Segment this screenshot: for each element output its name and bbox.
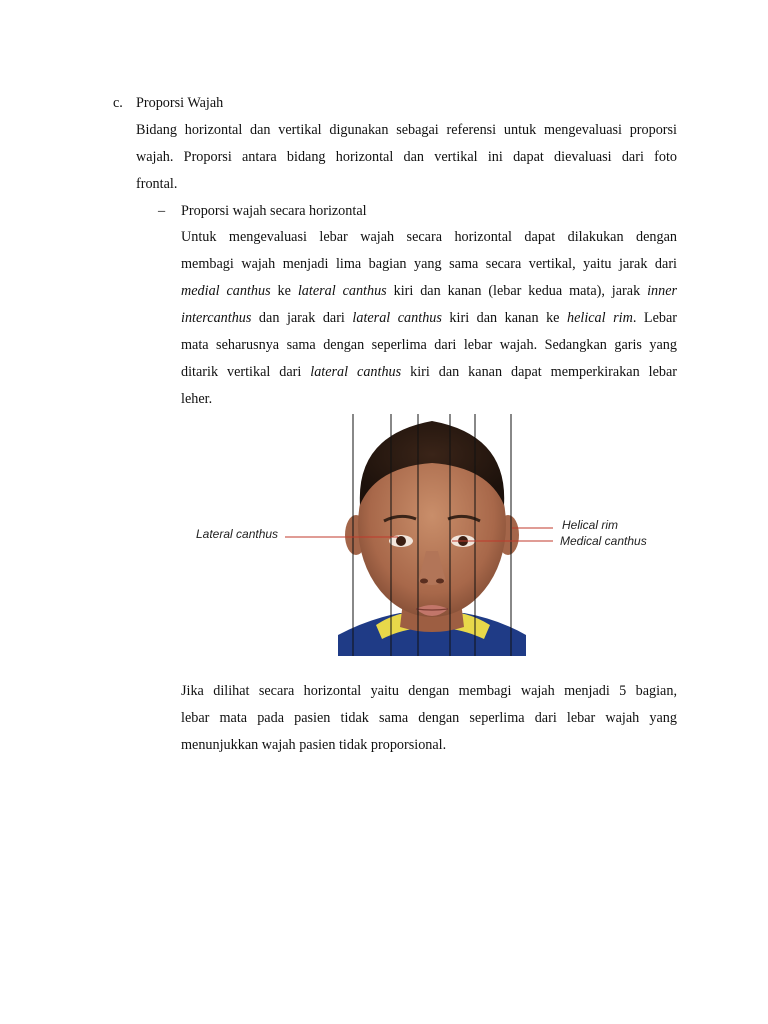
paragraph-line: mata seharusnya sama dengan seperlima dari lebar wajah. Sedangkan garis yang	[181, 337, 677, 353]
term-lateral-canthus: lateral canthus	[310, 364, 402, 380]
bullet-dash: –	[158, 203, 166, 219]
text-run: kiri dan kanan (lebar kedua mata), jarak	[386, 283, 648, 299]
paragraph-line: wajah. Proporsi antara bidang horizontal dan vertikal ini dapat dievaluasi dari foto	[136, 149, 677, 165]
term-medial-canthus: medial canthus	[181, 283, 271, 299]
subsection-title: Proporsi wajah secara horizontal	[181, 203, 367, 219]
term-helical-rim: helical rim	[566, 310, 633, 326]
label-medical-canthus: Medical canthus	[560, 534, 647, 548]
paragraph-line: menunjukkan wajah pasien tidak proporsional.	[181, 737, 447, 753]
paragraph-line: membagi wajah menjadi lima bagian yang sama secara vertikal, yaitu jarak dari	[181, 256, 677, 272]
text-run: . Lebar	[632, 310, 677, 326]
label-lateral-canthus: Lateral canthus	[196, 527, 279, 541]
term-inner: inner	[647, 283, 678, 299]
section-title: Proporsi Wajah	[136, 95, 224, 111]
term-intercanthus: intercanthus	[181, 310, 252, 326]
section-marker: c.	[113, 95, 123, 111]
term-lateral-canthus: lateral canthus	[297, 283, 387, 299]
text-run: ke	[270, 283, 298, 299]
text-run: kiri dan kanan ke	[441, 310, 567, 326]
paragraph-line: Bidang horizontal dan vertikal digunakan sebagai referensi untuk mengevaluasi proporsi	[136, 122, 677, 138]
paragraph-line: leher.	[181, 391, 213, 407]
paragraph-line: frontal.	[136, 176, 178, 192]
label-helical-rim: Helical rim	[562, 518, 619, 532]
paragraph-line: Untuk mengevaluasi lebar wajah secara horizontal dapat dilakukan dengan	[181, 229, 677, 245]
term-lateral-canthus: lateral canthus	[352, 310, 442, 326]
text-run: kiri dan kanan dapat memperkirakan lebar	[401, 364, 677, 380]
paragraph-line: Jika dilihat secara horizontal yaitu dengan membagi wajah menjadi 5 bagian,	[181, 683, 677, 699]
text-run: dan jarak dari	[251, 310, 353, 326]
text-run: ditarik vertikal dari	[181, 364, 311, 380]
paragraph-line: lebar mata pada pasien tidak sama dengan seperlima dari lebar wajah yang	[181, 710, 677, 726]
